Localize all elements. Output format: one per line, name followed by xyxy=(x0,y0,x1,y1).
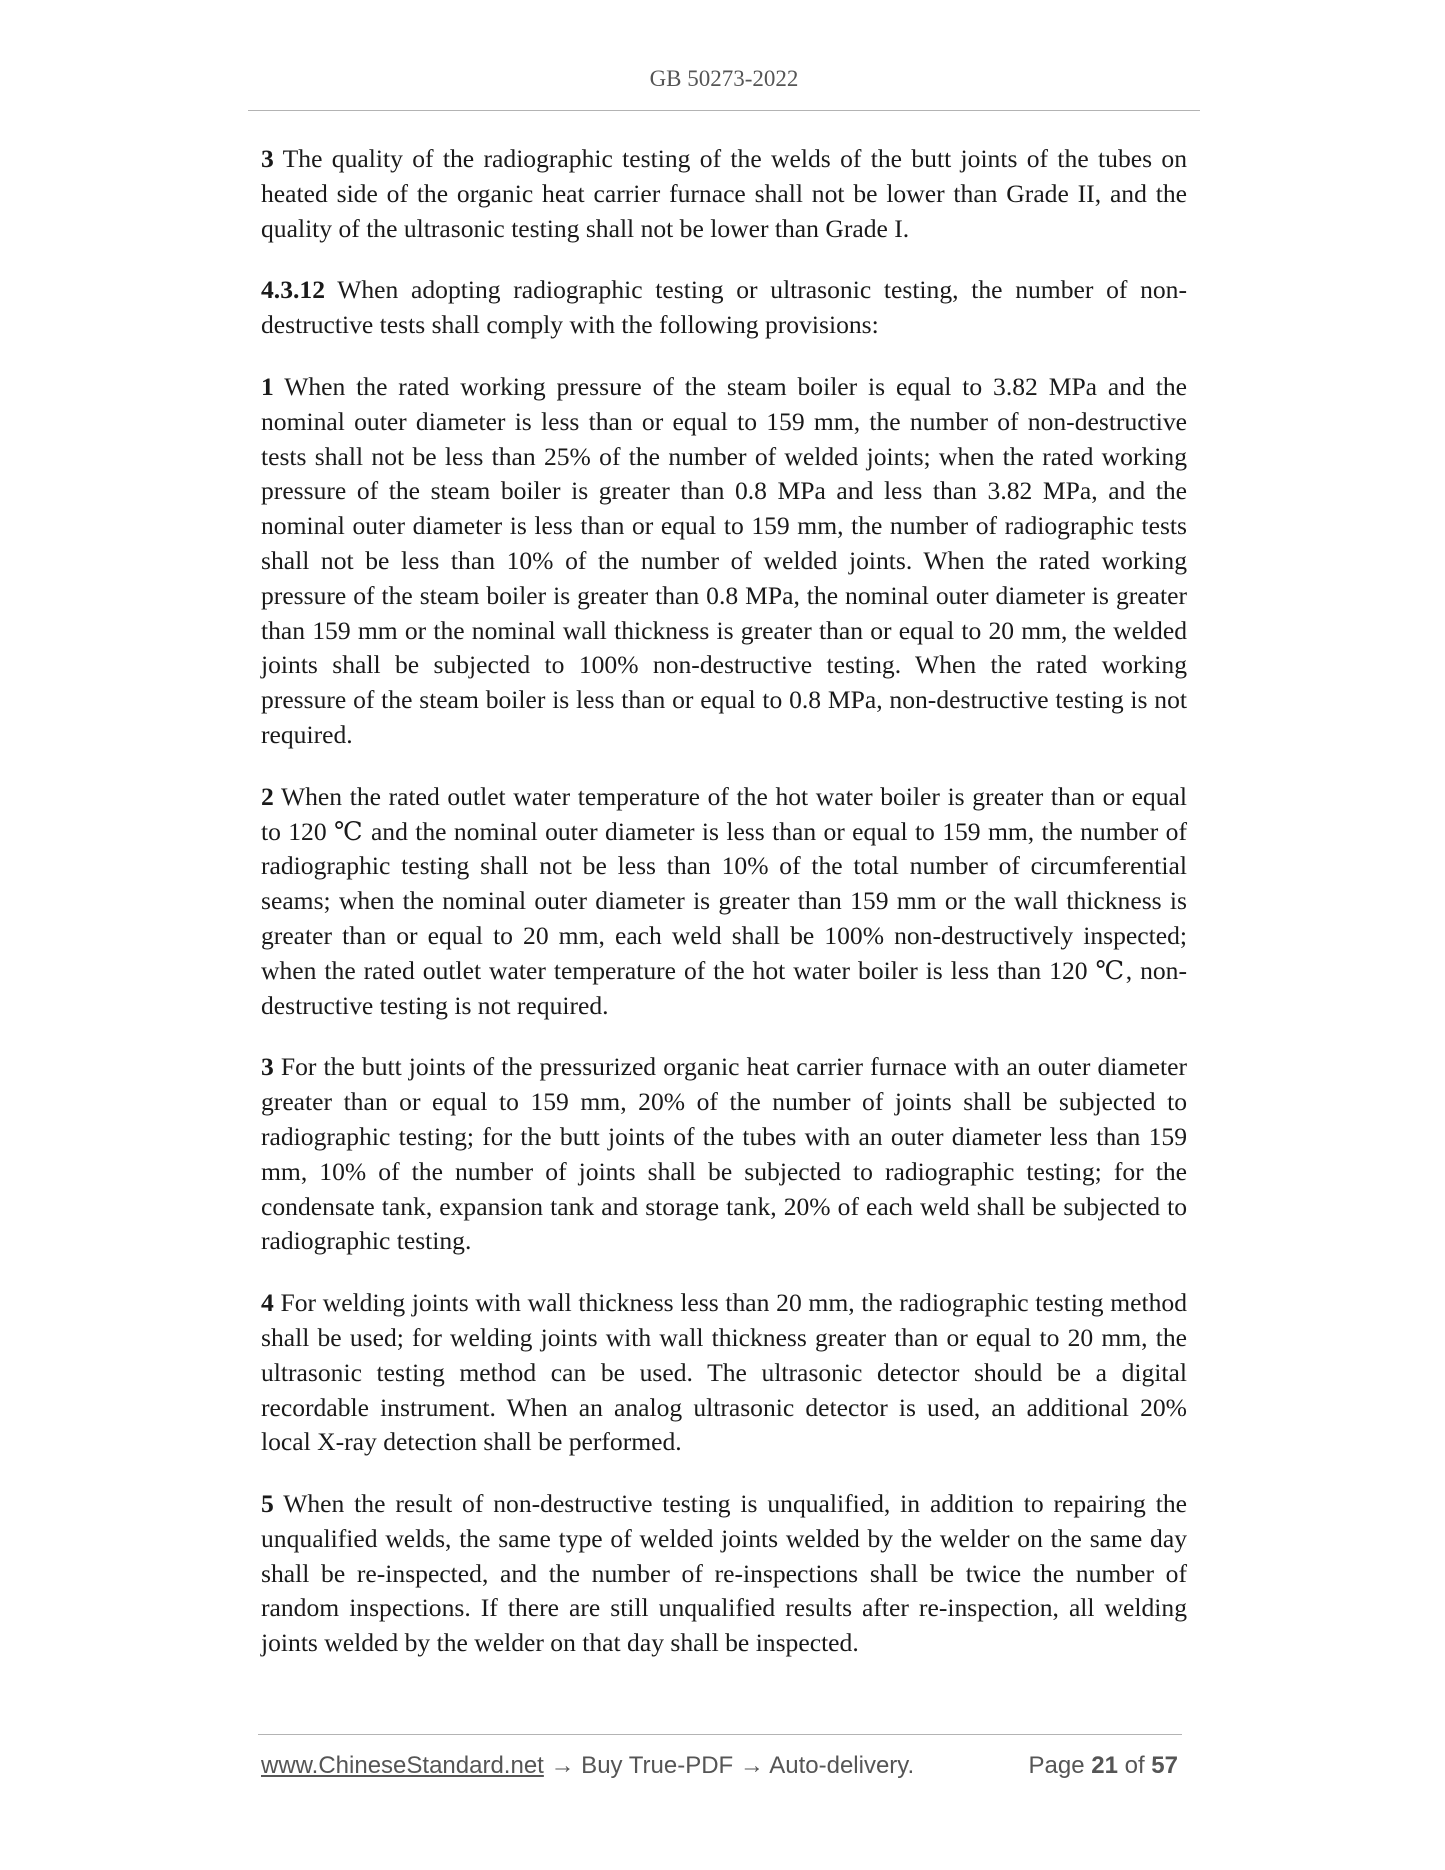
paragraph-text: For the butt joints of the pressurized organic heat carrier furnace with an outer diameter greater than or equal to 159 mm, 20% of the number of joints shall be subjected to radiographic testing; for the butt joints of the tubes with an outer diameter less than 159 mm, 10% of the number of joints shall be subjected to radiographic testing; for the condensate tank, expansion tank and storage tank, 20% of each weld shall be subjected to radiographic testing. xyxy=(261,1052,1187,1256)
header-divider xyxy=(248,110,1200,111)
of-label: of xyxy=(1117,1752,1152,1779)
clause-number: 1 xyxy=(261,371,274,401)
paragraph xyxy=(261,273,1187,343)
page-label: Page xyxy=(1028,1752,1092,1779)
document-body xyxy=(261,142,1187,1688)
paragraph-text: When the rated outlet water temperature of the hot water boiler is greater than or equal to 120 ℃ and the nominal outer diameter is less than or equal to 159 mm, the number of radiographic testing shall not be less than 10% of the total number of circumferential seams; when the nominal outer diameter is greater than 159 mm or the wall thickness is greater than or equal to 20 mm, each weld shall be 100% non-destructively inspected; when the rated outlet water temperature of the hot water boiler is less than 120 ℃, non-destructive testing is not required. xyxy=(261,781,1187,1020)
standard-code: GB 50273-2022 xyxy=(649,66,799,91)
paragraph-text: When the result of non-destructive testing is unqualified, in addition to repairing the unqualified welds, the same type of welded joints welded by the welder on the same day shall be re-inspected, and the number of re-inspections shall be twice the number of random inspections. If there are still unqualified results after re-inspection, all welding joints welded by the welder on that day shall be inspected. xyxy=(261,1489,1187,1658)
clause-number: 4.3.12 xyxy=(261,275,325,305)
clause-number: 3 xyxy=(261,1052,274,1082)
current-page-number: 21 xyxy=(1091,1752,1118,1779)
total-pages-number: 57 xyxy=(1151,1752,1178,1779)
document-header xyxy=(248,66,1200,92)
paragraph-text: The quality of the radiographic testing of the welds of the butt joints of the tubes on heated side of the organic heat carrier furnace shall not be lower than Grade II, and the quality of the ultrasonic testing shall not be lower than Grade I. xyxy=(261,144,1187,243)
paragraph xyxy=(261,1487,1187,1661)
page-indicator xyxy=(1029,1752,1178,1780)
clause-number: 4 xyxy=(261,1288,274,1318)
clause-number: 3 xyxy=(261,144,274,173)
paragraph-text: When the rated working pressure of the steam boiler is equal to 3.82 MPa and the nominal outer diameter is less than or equal to 159 mm, the number of non-destructive tests shall not be less than 25% of the number of welded joints; when the rated working pressure of the steam boiler is greater than 0.8 MPa and less than 3.82 MPa, and the nominal outer diameter is less than or equal to 159 mm, the number of radiographic tests shall not be less than 10% of the number of welded joints. When the rated working pressure of the steam boiler is greater than 0.8 MPa, the nominal outer diameter is greater than 159 mm or the nominal wall thickness is greater than or equal to 20 mm, the welded joints shall be subjected to 100% non-destructive testing. When the rated working pressure of the steam boiler is less than or equal to 0.8 MPa, non-destructive testing is not required. xyxy=(261,371,1187,749)
website-link[interactable]: www.ChineseStandard.net xyxy=(261,1752,544,1779)
paragraph-text: For welding joints with wall thickness less than 20 mm, the radiographic testing method shall be used; for welding joints with wall thickness greater than or equal to 20 mm, the ultrasonic testing method can be used. The ultrasonic detector should be a digital recordable instrument. When an analog ultrasonic detector is used, an additional 20% local X-ray detection shall be performed. xyxy=(261,1288,1187,1457)
paragraph xyxy=(261,1286,1187,1460)
paragraph-text: When adopting radiographic testing or ultrasonic testing, the number of non-destructive tests shall comply with the following provisions: xyxy=(261,275,1187,340)
footer-divider xyxy=(258,1734,1182,1735)
page-footer xyxy=(261,1752,1182,1784)
clause-number: 2 xyxy=(261,781,274,811)
paragraph xyxy=(261,1050,1187,1259)
paragraph xyxy=(261,370,1187,753)
paragraph xyxy=(261,142,1187,246)
clause-number: 5 xyxy=(261,1489,274,1519)
paragraph xyxy=(261,780,1187,1024)
footer-tagline: → Buy True-PDF → Auto-delivery. xyxy=(543,1752,915,1779)
footer-promo xyxy=(261,1752,914,1780)
